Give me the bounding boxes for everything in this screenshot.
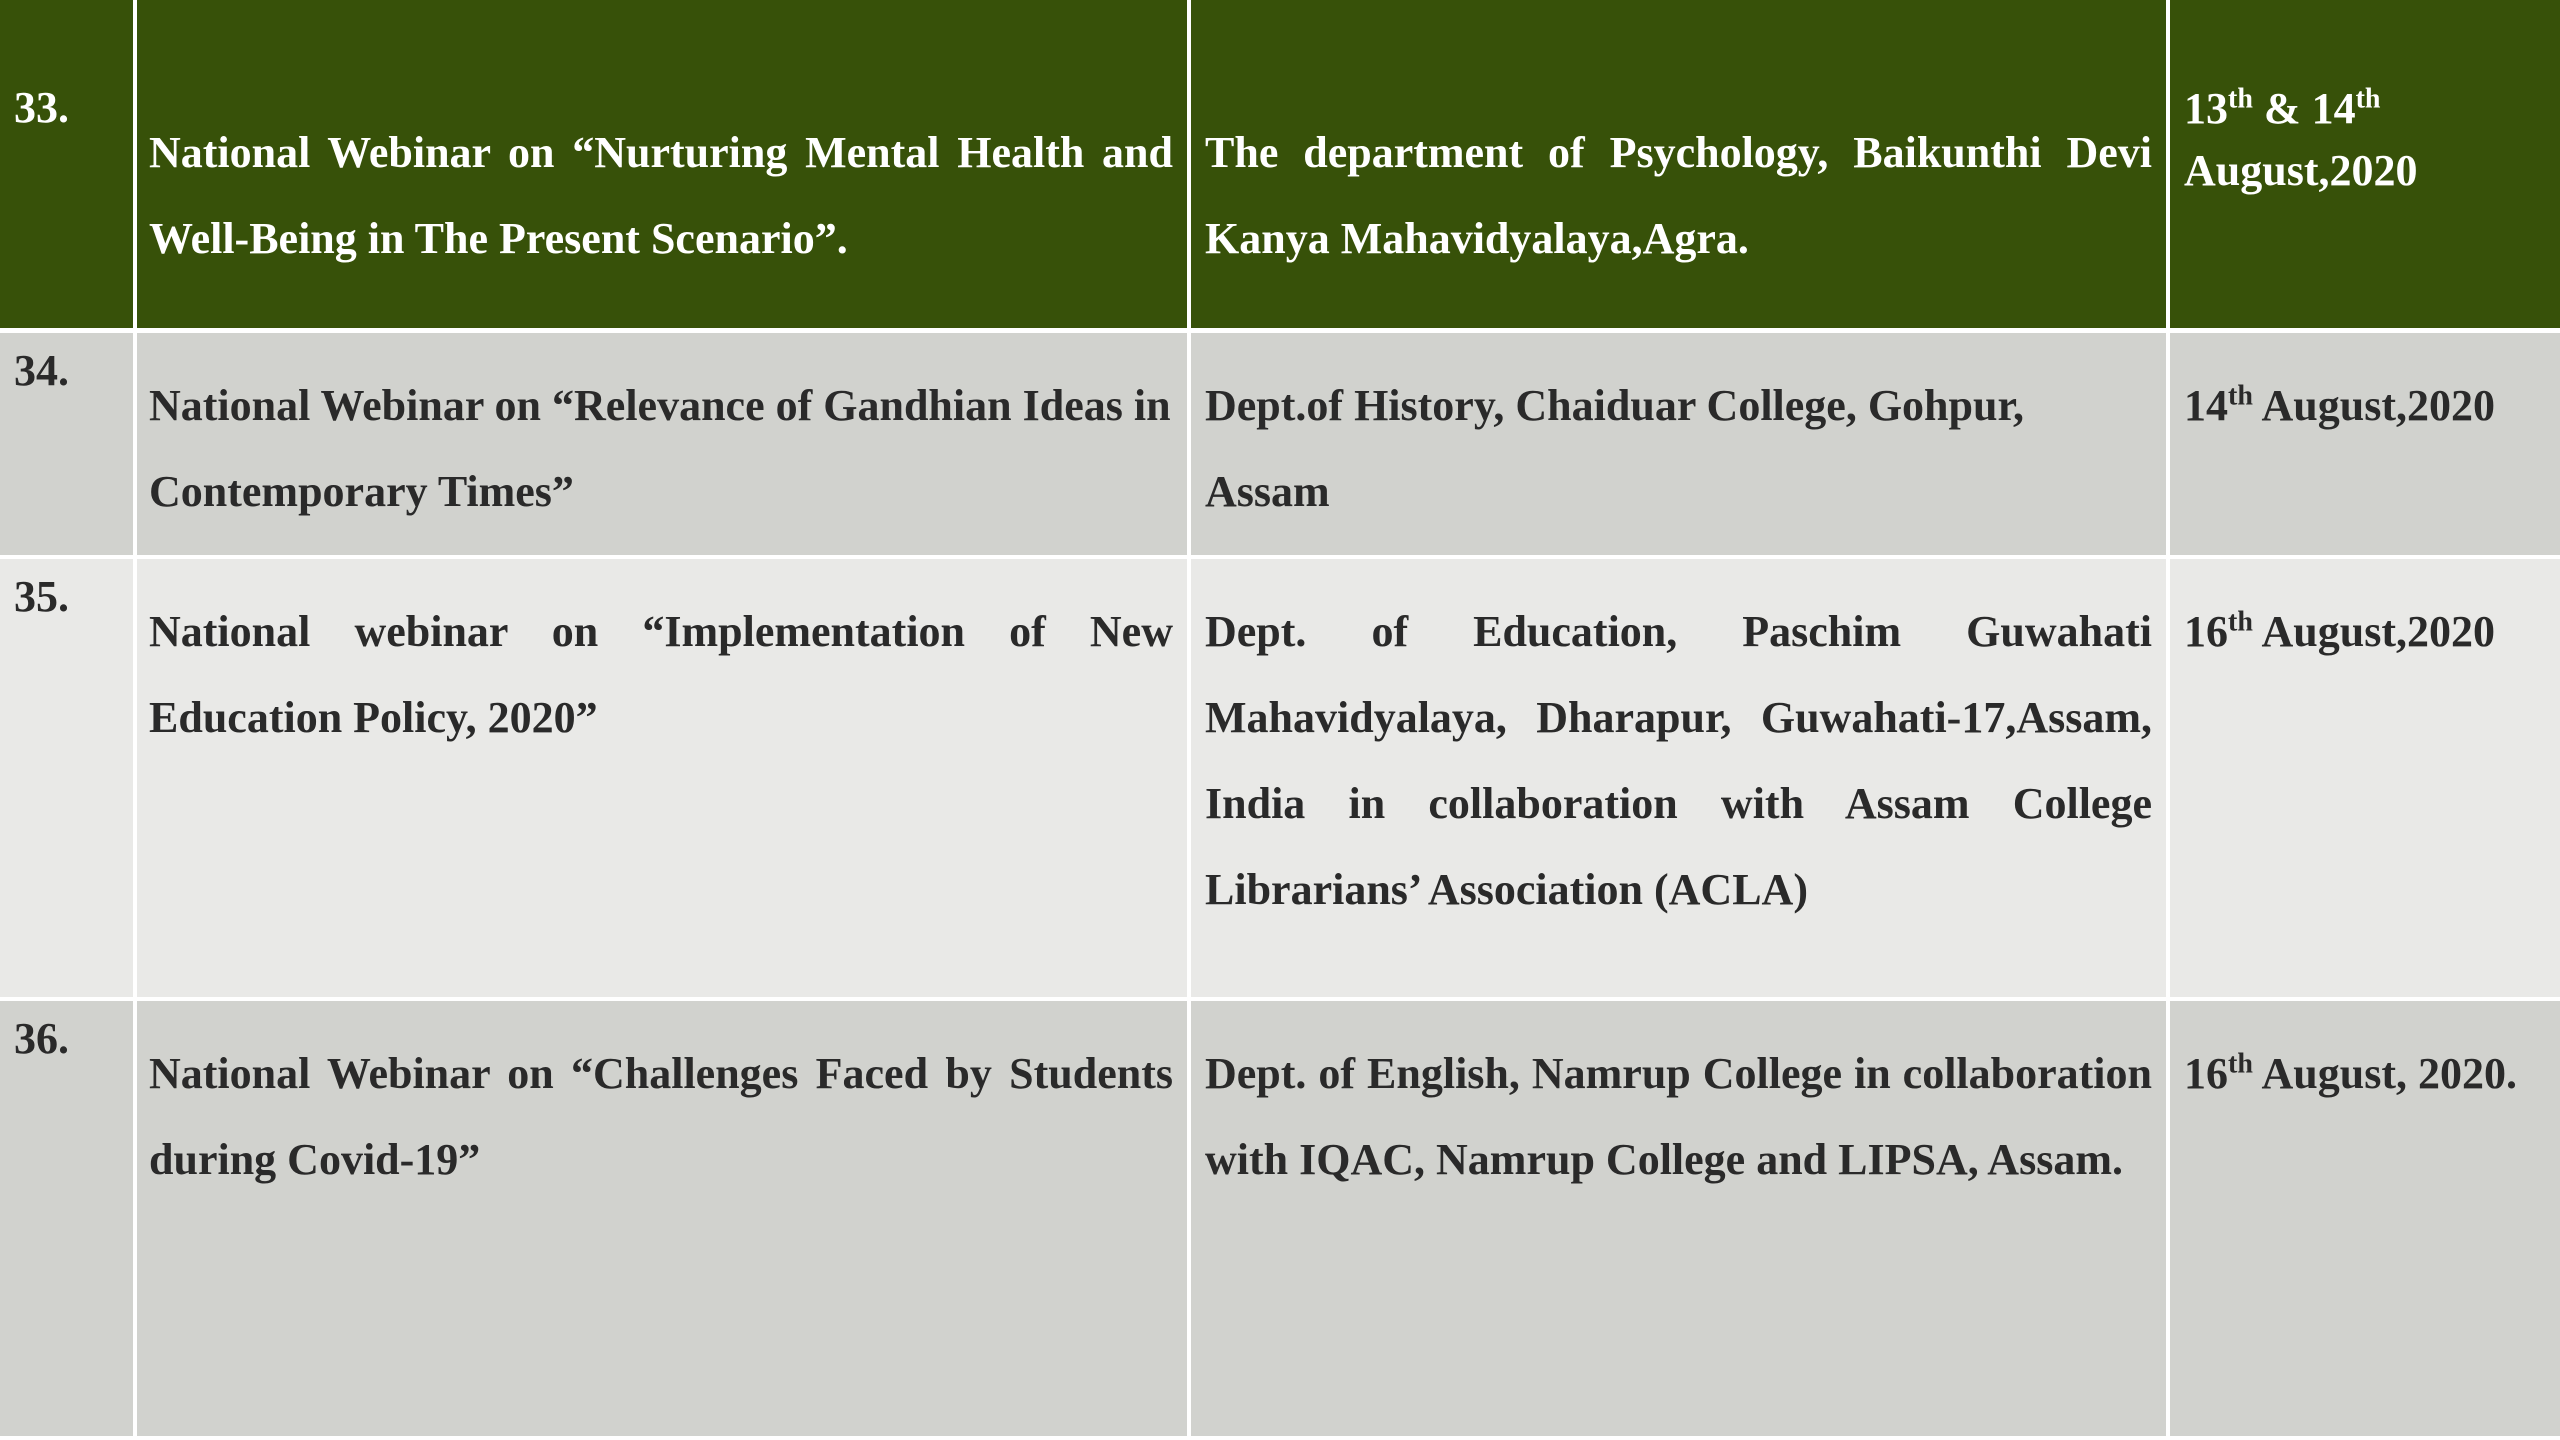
webinar-date bbox=[2170, 1001, 2560, 1436]
date-day: 13 bbox=[2184, 84, 2228, 133]
date-ordinal-suffix: th bbox=[2228, 380, 2253, 412]
date-day: 16 bbox=[2184, 1049, 2228, 1098]
date-ordinal-suffix: th bbox=[2228, 1048, 2253, 1080]
table-row bbox=[0, 1001, 2560, 1436]
webinar-date bbox=[2170, 333, 2560, 555]
date-day: 16 bbox=[2184, 607, 2228, 656]
table-row bbox=[0, 333, 2560, 555]
row-number: 33. bbox=[0, 0, 133, 328]
webinar-title: National Webinar on “Nurturing Mental Health and Well-Being in The Present Scenario”. bbox=[137, 0, 1187, 328]
date-ordinal-suffix: th bbox=[2228, 606, 2253, 638]
organizer: Dept. of Education, Paschim Guwahati Mahavidyalaya, Dharapur, Guwahati-17,Assam, India in collaboration with Assam College Librarians’ Association (ACLA) bbox=[1191, 559, 2166, 997]
organizer: The department of Psychology, Baikunthi Devi Kanya Mahavidyalaya,Agra. bbox=[1191, 0, 2166, 328]
webinar-title: National Webinar on “Relevance of Gandhian Ideas in Contemporary Times” bbox=[137, 333, 1187, 555]
webinar-title: National webinar on “Implementation of New Education Policy, 2020” bbox=[137, 559, 1187, 997]
date-day: 14 bbox=[2311, 84, 2356, 133]
date-ordinal-suffix: th bbox=[2228, 83, 2253, 115]
webinar-date bbox=[2170, 559, 2560, 997]
date-month-year: August, 2020. bbox=[2252, 1049, 2517, 1098]
date-month-year: August,2020 bbox=[2252, 381, 2495, 430]
date-month-year: August,2020 bbox=[2252, 607, 2495, 656]
webinar-date bbox=[2170, 0, 2560, 328]
table-row bbox=[0, 0, 2560, 328]
row-number: 34. bbox=[0, 333, 133, 555]
date-day: 14 bbox=[2184, 381, 2228, 430]
date-ordinal-suffix: th bbox=[2355, 83, 2381, 115]
organizer: Dept. of English, Namrup College in collaboration with IQAC, Namrup College and LIPSA, Assam. bbox=[1191, 1001, 2166, 1436]
date-month-year: August,2020 bbox=[2184, 146, 2418, 195]
row-number: 35. bbox=[0, 559, 133, 997]
webinar-title: National Webinar on “Challenges Faced by Students during Covid-19” bbox=[137, 1001, 1187, 1436]
table-row bbox=[0, 559, 2560, 997]
row-number: 36. bbox=[0, 1001, 133, 1436]
organizer: Dept.of History, Chaiduar College, Gohpur, Assam bbox=[1191, 333, 2166, 555]
date-joiner: & bbox=[2252, 84, 2312, 133]
